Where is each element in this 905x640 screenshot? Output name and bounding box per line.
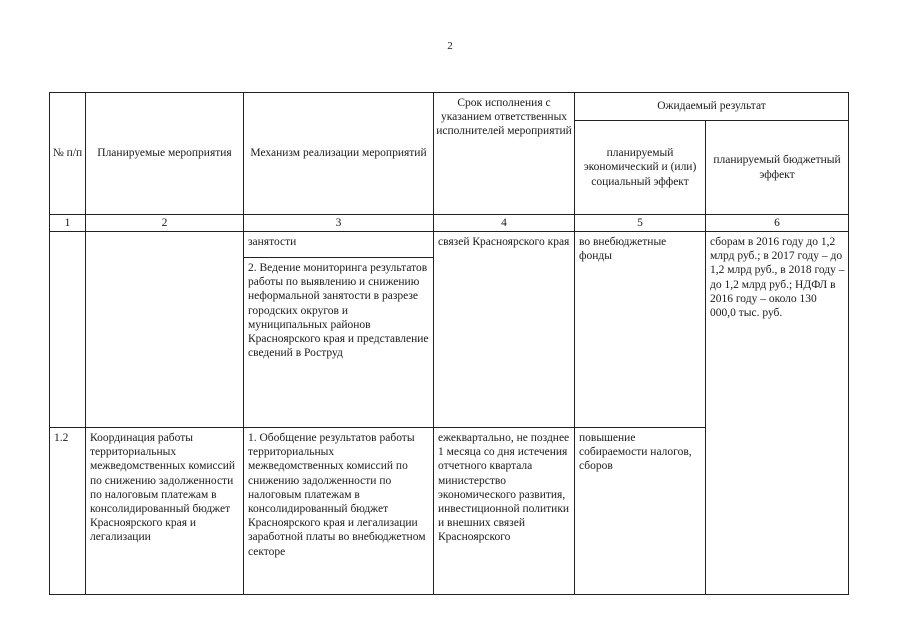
column-numbers-row — [50, 215, 849, 232]
col-number-1: 1 — [50, 215, 86, 232]
header-deadline: Срок исполнения с указанием ответственных исполнителей мероприятий — [434, 93, 575, 215]
measures-table — [49, 92, 849, 595]
col-number-4: 4 — [434, 215, 575, 232]
economic-effect-cell: повышение собираемости налогов, сборов — [575, 428, 706, 595]
header-number: № п/п — [50, 93, 86, 215]
budget-effect-cell: сборам в 2016 году до 1,2 млрд руб.; в 2017 году – до 1,2 млрд руб., в 2018 году – до 1,2 млрд руб.; НДФЛ в 2016 году – около 130 000,0 тыс. руб. — [706, 232, 849, 595]
activity-cell: Координация работы территориальных межведомственных комиссий по снижению задолженности по налоговым платежам в консолидированный бюджет Красноярского края и легализации — [86, 428, 244, 595]
mechanism-item: 2. Ведение мониторинга результатов работы по выявлению и снижению неформальной занятости в разрезе городских округов и муниципальных районов Красноярского края и представление сведений в Роструд — [244, 257, 433, 360]
row-number: 1.2 — [50, 428, 86, 595]
header-budget-effect: планируемый бюджетный эффект — [706, 121, 849, 215]
deadline-cell: связей Красноярского края — [434, 232, 575, 428]
mechanism-cell: 1. Обобщение результатов работы территориальных межведомственных комиссий по снижению задолженности по налоговым платежам в консолидированный бюджет Красноярского края и легализации заработной платы во внебюджетном секторе — [244, 428, 434, 595]
mechanism-item: занятости — [248, 236, 297, 248]
header-row — [50, 93, 849, 121]
col-number-5: 5 — [575, 215, 706, 232]
deadline-cell: ежеквартально, не позднее 1 месяца со дня истечения отчетного квартала министерство экономического развития, инвестиционной политики и внешних связей Красноярского — [434, 428, 575, 595]
header-economic-effect: планируемый экономический и (или) социальный эффект — [575, 121, 706, 215]
table-row — [50, 232, 849, 428]
col-number-3: 3 — [244, 215, 434, 232]
mechanism-cell — [244, 232, 434, 428]
economic-effect-cell: во внебюджетные фонды — [575, 232, 706, 428]
page-number: 2 — [447, 40, 453, 52]
header-mechanism: Механизм реализации мероприятий — [244, 93, 434, 215]
header-expected-result: Ожидаемый результат — [575, 93, 849, 121]
col-number-6: 6 — [706, 215, 849, 232]
row-number — [50, 232, 86, 428]
col-number-2: 2 — [86, 215, 244, 232]
header-activity: Планируемые мероприятия — [86, 93, 244, 215]
activity-cell — [86, 232, 244, 428]
